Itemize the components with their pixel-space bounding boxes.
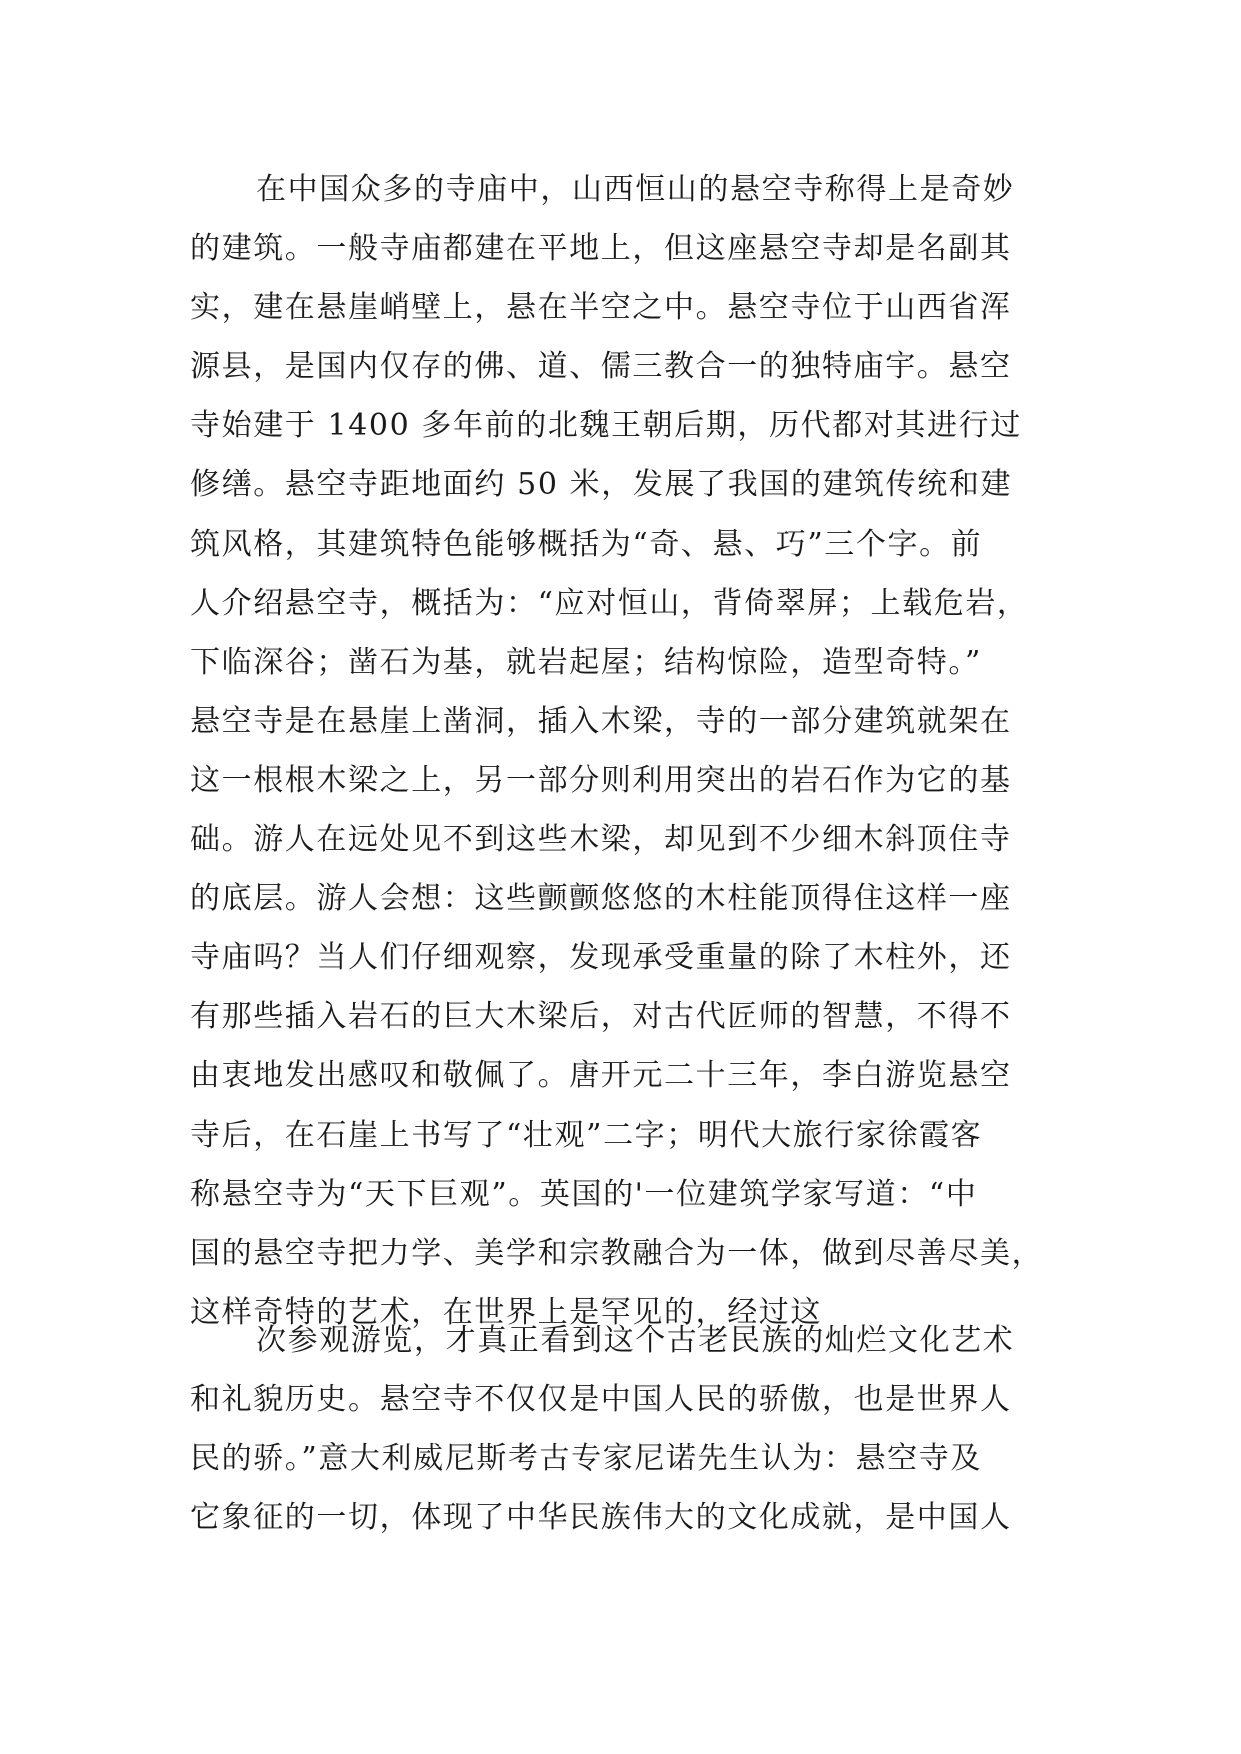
text-line: 民的骄。”意大利威尼斯考古专家尼诺先生认为：悬空寺及 [190, 1441, 982, 1477]
text-line: 的底层。游人会想：这些颤颤悠悠的木柱能顶得住这样一座 [190, 881, 1012, 917]
text-line: 次参观游览，才真正看到这个古老民族的灿烂文化艺术 [256, 1323, 1015, 1358]
text-line: 人介绍悬空寺，概括为：“应对恒山，背倚翠屏；上载危岩， [190, 585, 1029, 621]
text-line: 和礼貌历史。悬空寺不仅仅是中国人民的骄傲，也是世界人 [190, 1382, 1012, 1418]
paragraph-1 [190, 160, 1052, 1342]
text-line: 寺始建于 1400 多年前的北魏王朝后期，历代都对其进行过 [190, 408, 1022, 444]
text-line: 筑风格，其建筑特色能够概括为“奇、悬、巧”三个字。前 [190, 526, 983, 562]
text-line: 悬空寺是在悬崖上凿洞，插入木梁，寺的一部分建筑就架在 [190, 703, 1012, 739]
text-line: 国的悬空寺把力学、美学和宗教融合为一体，做到尽善尽美， [190, 1235, 1044, 1271]
text-line: 有那些插入岩石的巨大木梁后，对古代匠师的智慧，不得不 [190, 999, 1012, 1035]
text-line: 寺后，在石崖上书写了“壮观”二字；明代大旅行家徐霞客 [190, 1117, 983, 1153]
text-line: 实，建在悬崖峭壁上，悬在半空之中。悬空寺位于山西省浑 [190, 290, 1012, 326]
text-line: 在中国众多的寺庙中，山西恒山的悬空寺称得上是奇妙 [256, 172, 1015, 207]
text-line: 源县，是国内仅存的佛、道、儒三教合一的独特庙宇。悬空 [190, 349, 1012, 385]
text-line: 础。游人在远处见不到这些木梁，却见到不少细木斜顶住寺 [190, 822, 1012, 858]
text-line: 这一根根木梁之上，另一部分则利用突出的岩石作为它的基 [190, 762, 1012, 798]
text-line: 修缮。悬空寺距地面约 50 米，发展了我国的建筑传统和建 [190, 467, 1013, 503]
text-line: 这样奇特的艺术，在世界上是罕见的，经过这 [190, 1294, 822, 1330]
text-line: 称悬空寺为“天下巨观”。英国的'一位建筑学家写道：“中 [190, 1176, 978, 1212]
paragraph-2 [190, 1311, 1052, 1547]
text-line: 寺庙吗？当人们仔细观察，发现承受重量的除了木柱外，还 [190, 940, 1012, 976]
text-line: 它象征的一切，体现了中华民族伟大的文化成就，是中国人 [190, 1500, 1012, 1536]
text-line: 的建筑。一般寺庙都建在平地上，但这座悬空寺却是名副其 [190, 231, 1012, 267]
text-line: 由衷地发出感叹和敬佩了。唐开元二十三年，李白游览悬空 [190, 1058, 1012, 1094]
text-line: 下临深谷；凿石为基，就岩起屋；结构惊险，造型奇特。” [190, 644, 982, 680]
